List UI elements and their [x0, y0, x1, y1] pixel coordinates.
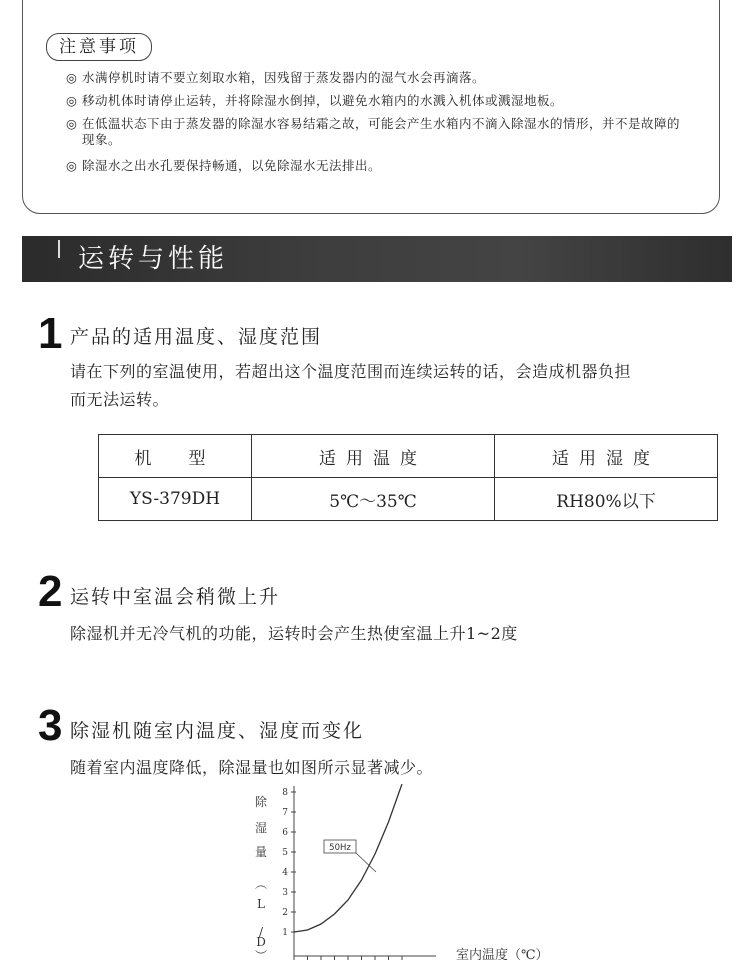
bullet-icon: ◎ [66, 93, 78, 108]
notice-item-text: 除湿水之出水孔要保持畅通，以免除湿水无法排出。 [82, 158, 382, 173]
notice-title: 注意事项 [46, 33, 152, 61]
table-cell: 5℃～35℃ [252, 478, 495, 521]
section-title: 运转与性能 [78, 244, 229, 274]
y-tick-label: 8 [282, 788, 288, 798]
y-tick-label: 4 [282, 868, 288, 878]
y-axis-label-char: 除 [254, 795, 268, 809]
item-text-line: 请在下列的室温使用，若超出这个温度范围而连续运转的话，会造成机器负担 [70, 362, 632, 381]
notice-item [66, 158, 726, 174]
notice-item [66, 70, 726, 86]
item-heading: 运转中室温会稍微上升 [70, 586, 281, 608]
table-header-cell: 机 型 [99, 435, 252, 478]
notice-list [66, 70, 726, 181]
y-tick-label: 1 [282, 928, 288, 938]
table-row [99, 478, 718, 521]
table-header-row [99, 435, 718, 478]
x-axis-label: 室内温度（℃） [456, 948, 549, 960]
notice-item-text: 移动机体时请停止运转，并将除湿水倒掉，以避免水箱内的水溅入机体或溅湿地板。 [82, 93, 564, 108]
y-axis-label-char: 量 [254, 845, 268, 859]
item-text: 随着室内温度降低，除湿量也如图所示显著减少。 [70, 758, 434, 777]
notice-item-text: 水满停机时请不要立刻取水箱，因残留于蒸发器内的湿气水会再滴落。 [82, 70, 486, 85]
item-number: 2 [38, 567, 63, 616]
bar-tick-decoration [58, 240, 66, 258]
y-axis-label-char: L [257, 897, 265, 911]
y-tick-label: 2 [282, 908, 288, 918]
data-line-50hz [294, 784, 402, 932]
y-tick-label: 3 [282, 888, 288, 898]
table-cell: YS-379DH [99, 478, 252, 521]
item-heading: 除湿机随室内温度、湿度而变化 [70, 720, 365, 742]
y-tick-label: 7 [282, 808, 288, 818]
y-tick-label: 6 [282, 828, 288, 838]
y-axis-label-char: D [256, 935, 266, 949]
item-text: 除湿机并无冷气机的功能，运转时会产生热使室温上升1~2度 [70, 624, 518, 643]
dehumidify-chart [236, 784, 616, 960]
table-header-cell: 适用温度 [252, 435, 495, 478]
item-heading: 产品的适用温度、湿度范围 [70, 326, 323, 348]
y-axis-label-char: / [258, 925, 264, 939]
annotation-label: 50Hz [329, 843, 351, 853]
notice-item [66, 116, 726, 148]
notice-item-text: 在低温状态下由于蒸发器的除湿水容易结霜之故，可能会产生水箱内不滴入除湿水的情形，并不是故障的现象。 [82, 116, 681, 147]
item-text [70, 358, 631, 414]
y-axis-label-char: 湿 [254, 821, 268, 835]
table-header-cell: 适用湿度 [495, 435, 718, 478]
spec-table [98, 434, 718, 521]
y-axis-label-char: ︵ [254, 877, 268, 891]
bullet-icon: ◎ [66, 70, 78, 85]
table-cell: RH80%以下 [495, 478, 718, 521]
section-header [22, 236, 732, 282]
item-number: 1 [38, 309, 63, 358]
bullet-icon: ◎ [66, 158, 78, 173]
y-axis-label-char: ︶ [254, 949, 268, 960]
notice-item [66, 93, 726, 109]
bullet-icon: ◎ [66, 116, 78, 131]
item-text-line: 而无法运转。 [70, 390, 170, 409]
y-tick-label: 5 [282, 848, 288, 858]
annotation-leader [356, 853, 376, 872]
item-number: 3 [38, 701, 63, 750]
